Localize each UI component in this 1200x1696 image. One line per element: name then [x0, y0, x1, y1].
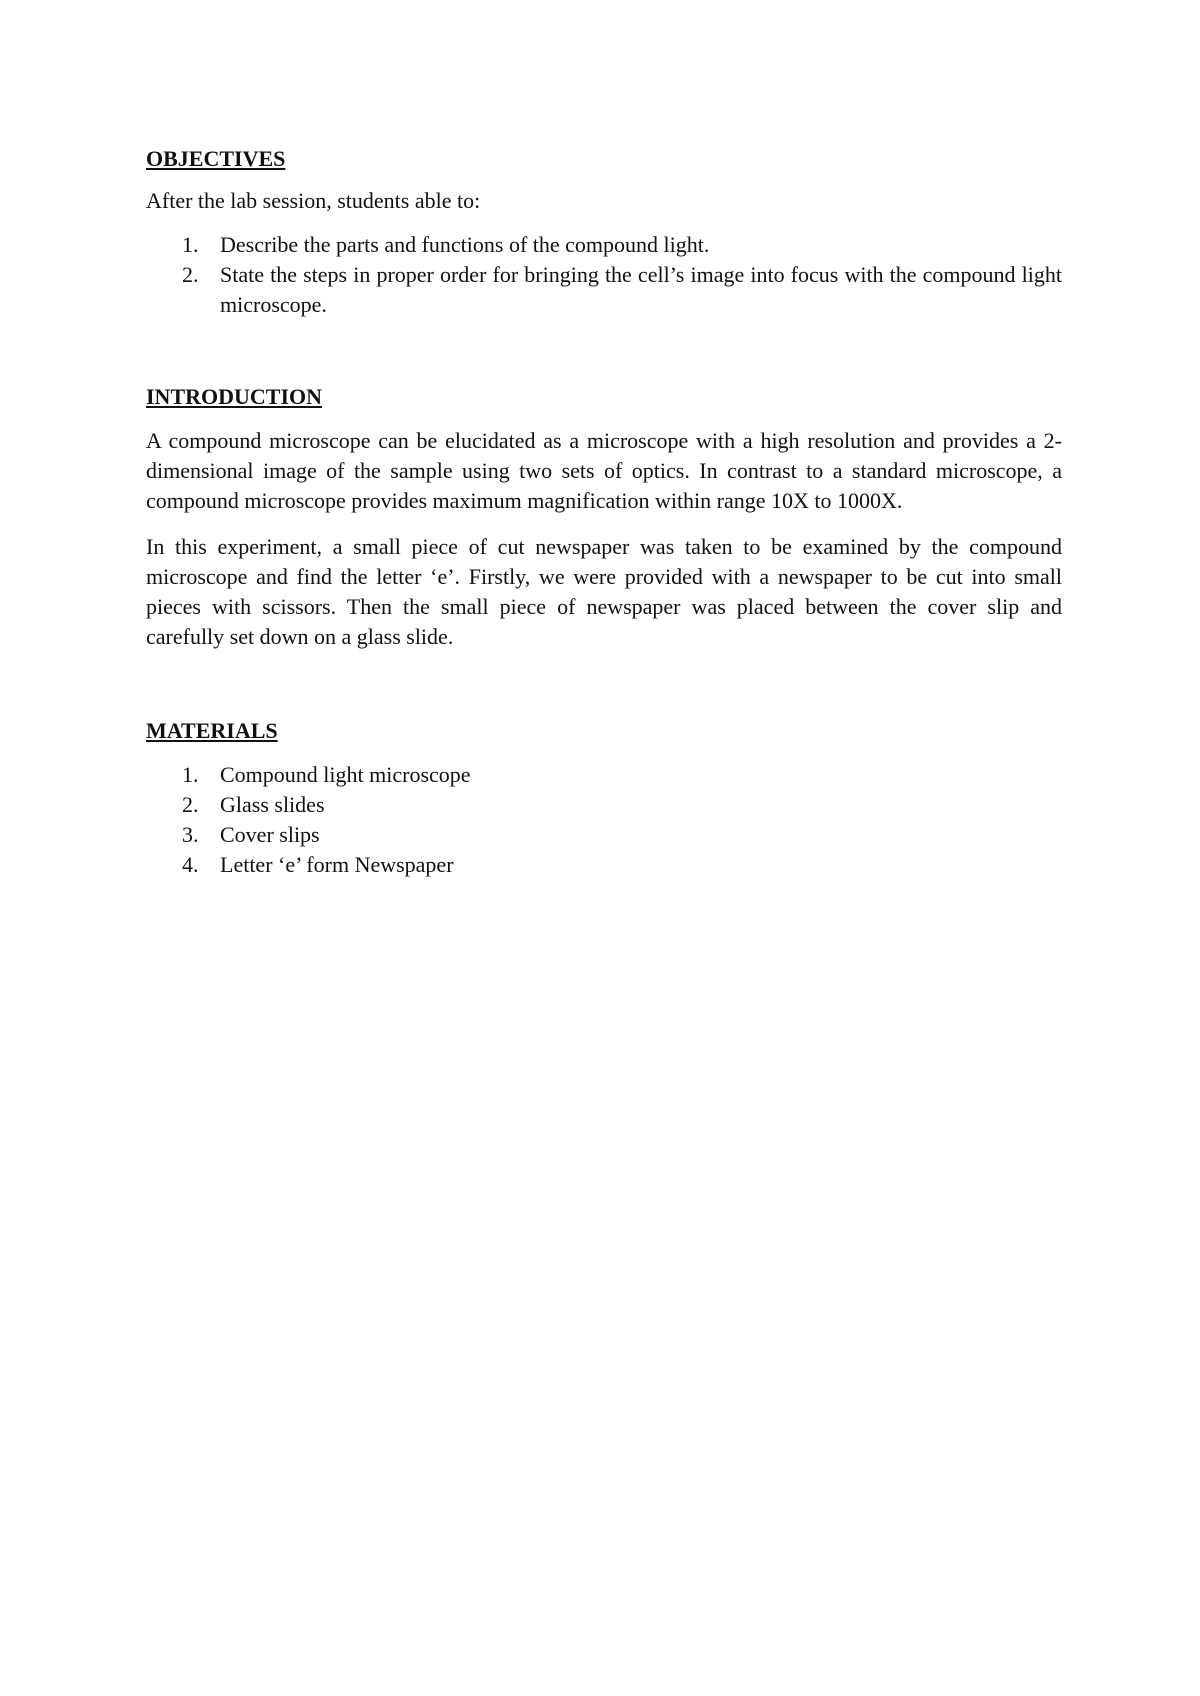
list-number: 1.: [182, 232, 199, 257]
introduction-heading: INTRODUCTION: [146, 384, 323, 409]
list-item: [146, 260, 1062, 320]
list-item: [146, 230, 1062, 260]
objectives-heading: OBJECTIVES: [146, 146, 286, 171]
list-number: 4.: [182, 852, 199, 877]
materials-list: [146, 760, 1062, 880]
materials-heading: MATERIALS: [146, 718, 278, 743]
list-item: [146, 790, 1062, 820]
objectives-intro: After the lab session, students able to:: [146, 188, 481, 213]
list-text: Compound light microscope: [220, 762, 471, 787]
list-text: Letter ‘e’ form Newspaper: [220, 852, 454, 877]
list-text: Cover slips: [220, 822, 320, 847]
list-number: 2.: [182, 262, 199, 287]
objectives-list: [146, 230, 1062, 320]
document-body: [146, 144, 1062, 880]
introduction-paragraph: In this experiment, a small piece of cut newspaper was taken to be examined by the compound microscope and find the letter ‘e’. Firstly, we were provided with a newspaper to be cut into small pieces with scissors. Then the small piece of newspaper was placed between the cover slip and carefully set down on a glass slide.: [146, 534, 1062, 649]
list-text: Describe the parts and functions of the compound light.: [220, 232, 710, 257]
introduction-paragraph: A compound microscope can be elucidated as a microscope with a high resolution and provides a 2-dimensional image of the sample using two sets of optics. In contrast to a standard microscope, a compound microscope provides maximum magnification within range 10X to 1000X.: [146, 428, 1062, 513]
list-number: 3.: [182, 822, 199, 847]
list-item: [146, 820, 1062, 850]
list-number: 1.: [182, 762, 199, 787]
list-item: [146, 760, 1062, 790]
list-item: [146, 850, 1062, 880]
list-text: State the steps in proper order for bringing the cell’s image into focus with the compound light microscope.: [220, 262, 1062, 317]
list-text: Glass slides: [220, 792, 325, 817]
list-number: 2.: [182, 792, 199, 817]
